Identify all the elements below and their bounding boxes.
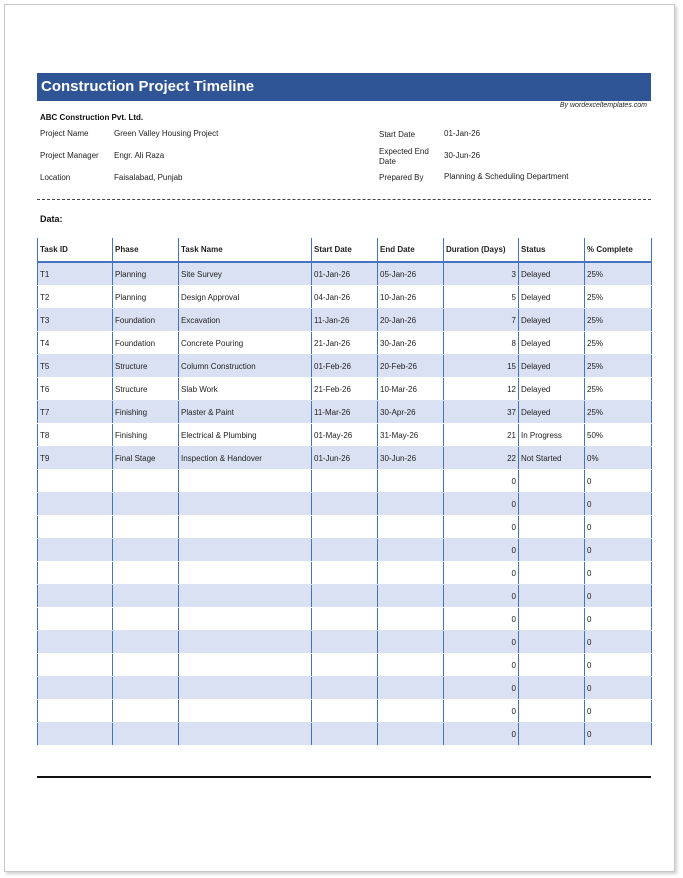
table-row <box>38 424 652 447</box>
cell-end-date[interactable]: 30-Jun-26 <box>378 447 444 470</box>
footer-rule <box>37 776 651 778</box>
cell-task-id[interactable]: T6 <box>38 378 113 401</box>
cell-task-id[interactable]: T5 <box>38 355 113 378</box>
cell-end-date[interactable] <box>378 677 444 700</box>
cell-start-date[interactable]: 01-Feb-26 <box>312 355 378 378</box>
expected-end-date-value: 30-Jun-26 <box>444 151 481 160</box>
expected-end-date-label: Expected End Date <box>379 147 429 166</box>
table-row <box>38 677 652 700</box>
cell-end-date[interactable]: 30-Apr-26 <box>378 401 444 424</box>
cell-percent-complete[interactable]: 25% <box>585 378 652 401</box>
cell-end-date[interactable]: 05-Jan-26 <box>378 262 444 286</box>
cell-task-name[interactable]: Plaster & Paint <box>179 401 312 424</box>
cell-phase[interactable] <box>113 493 179 516</box>
table-row <box>38 332 652 355</box>
cell-status[interactable]: Delayed <box>519 286 585 309</box>
cell-task-id[interactable] <box>38 654 113 677</box>
cell-start-date[interactable] <box>312 470 378 493</box>
cell-duration[interactable]: 0 <box>444 516 519 539</box>
cell-task-name[interactable] <box>179 677 312 700</box>
prepared-by-value: Planning & Scheduling Department <box>444 172 569 181</box>
cell-duration[interactable]: 0 <box>444 562 519 585</box>
cell-phase[interactable] <box>113 539 179 562</box>
cell-task-name[interactable]: Electrical & Plumbing <box>179 424 312 447</box>
header-end-date: End Date <box>378 238 444 262</box>
cell-task-name[interactable] <box>179 470 312 493</box>
table-row <box>38 516 652 539</box>
cell-task-name[interactable] <box>179 631 312 654</box>
cell-percent-complete[interactable]: 0% <box>585 447 652 470</box>
cell-phase[interactable] <box>113 631 179 654</box>
cell-task-name[interactable] <box>179 516 312 539</box>
cell-phase[interactable] <box>113 723 179 746</box>
cell-phase[interactable] <box>113 677 179 700</box>
cell-phase[interactable]: Foundation <box>113 309 179 332</box>
cell-duration[interactable]: 0 <box>444 493 519 516</box>
cell-phase[interactable] <box>113 608 179 631</box>
cell-phase[interactable] <box>113 470 179 493</box>
cell-phase[interactable]: Finishing <box>113 424 179 447</box>
table-row <box>38 608 652 631</box>
cell-status[interactable] <box>519 470 585 493</box>
cell-task-name[interactable]: Excavation <box>179 309 312 332</box>
cell-status[interactable]: Delayed <box>519 378 585 401</box>
cell-task-id[interactable]: T2 <box>38 286 113 309</box>
cell-phase[interactable] <box>113 585 179 608</box>
cell-end-date[interactable]: 20-Jan-26 <box>378 309 444 332</box>
cell-task-name[interactable] <box>179 493 312 516</box>
section-divider <box>37 199 651 200</box>
table-row <box>38 700 652 723</box>
cell-status[interactable] <box>519 700 585 723</box>
cell-phase[interactable]: Foundation <box>113 332 179 355</box>
cell-start-date[interactable]: 01-Jun-26 <box>312 447 378 470</box>
cell-duration[interactable]: 0 <box>444 539 519 562</box>
cell-status[interactable]: Delayed <box>519 401 585 424</box>
table-row <box>38 447 652 470</box>
cell-task-id[interactable] <box>38 677 113 700</box>
cell-end-date[interactable] <box>378 585 444 608</box>
table-row <box>38 654 652 677</box>
project-manager-value: Engr. Ali Raza <box>114 151 165 160</box>
cell-percent-complete[interactable]: 0 <box>585 562 652 585</box>
cell-task-name[interactable] <box>179 700 312 723</box>
cell-percent-complete[interactable]: 25% <box>585 355 652 378</box>
cell-percent-complete[interactable]: 0 <box>585 631 652 654</box>
cell-phase[interactable]: Final Stage <box>113 447 179 470</box>
cell-end-date[interactable] <box>378 700 444 723</box>
cell-status[interactable] <box>519 654 585 677</box>
cell-status[interactable] <box>519 723 585 746</box>
cell-task-name[interactable] <box>179 654 312 677</box>
cell-end-date[interactable] <box>378 539 444 562</box>
cell-duration[interactable]: 7 <box>444 309 519 332</box>
cell-end-date[interactable]: 20-Feb-26 <box>378 355 444 378</box>
cell-duration[interactable]: 0 <box>444 700 519 723</box>
cell-task-name[interactable]: Site Survey <box>179 262 312 286</box>
table-row <box>38 539 652 562</box>
cell-task-name[interactable]: Design Approval <box>179 286 312 309</box>
table-row <box>38 355 652 378</box>
cell-phase[interactable]: Structure <box>113 355 179 378</box>
prepared-by-label: Prepared By <box>379 173 424 182</box>
cell-task-id[interactable]: T8 <box>38 424 113 447</box>
cell-status[interactable] <box>519 677 585 700</box>
table-row <box>38 378 652 401</box>
cell-start-date[interactable] <box>312 631 378 654</box>
cell-task-name[interactable]: Slab Work <box>179 378 312 401</box>
table-row <box>38 286 652 309</box>
cell-duration[interactable]: 0 <box>444 677 519 700</box>
table-row <box>38 562 652 585</box>
cell-status[interactable]: Not Started <box>519 447 585 470</box>
cell-percent-complete[interactable]: 25% <box>585 286 652 309</box>
cell-status[interactable]: Delayed <box>519 355 585 378</box>
timeline-table <box>37 238 652 746</box>
cell-duration[interactable]: 12 <box>444 378 519 401</box>
cell-task-id[interactable] <box>38 723 113 746</box>
cell-end-date[interactable] <box>378 470 444 493</box>
cell-task-name[interactable] <box>179 562 312 585</box>
cell-phase[interactable] <box>113 516 179 539</box>
table-row <box>38 493 652 516</box>
cell-percent-complete[interactable]: 0 <box>585 539 652 562</box>
cell-task-name[interactable]: Column Construction <box>179 355 312 378</box>
cell-duration[interactable]: 0 <box>444 585 519 608</box>
start-date-value: 01-Jan-26 <box>444 129 481 138</box>
cell-task-id[interactable] <box>38 493 113 516</box>
cell-percent-complete[interactable]: 25% <box>585 309 652 332</box>
cell-task-id[interactable] <box>38 631 113 654</box>
cell-percent-complete[interactable]: 0 <box>585 585 652 608</box>
cell-phase[interactable]: Planning <box>113 262 179 286</box>
cell-start-date[interactable]: 21-Jan-26 <box>312 332 378 355</box>
cell-task-name[interactable] <box>179 723 312 746</box>
cell-end-date[interactable]: 10-Jan-26 <box>378 286 444 309</box>
cell-phase[interactable]: Planning <box>113 286 179 309</box>
cell-percent-complete[interactable]: 50% <box>585 424 652 447</box>
cell-start-date[interactable]: 04-Jan-26 <box>312 286 378 309</box>
start-date-label: Start Date <box>379 130 416 139</box>
cell-start-date[interactable] <box>312 723 378 746</box>
cell-task-id[interactable]: T7 <box>38 401 113 424</box>
table-header-row <box>38 238 652 262</box>
table-row <box>38 723 652 746</box>
cell-task-id[interactable] <box>38 700 113 723</box>
data-section-label: Data: <box>40 214 63 224</box>
table-row <box>38 585 652 608</box>
cell-start-date[interactable] <box>312 585 378 608</box>
cell-task-id[interactable] <box>38 608 113 631</box>
cell-task-name[interactable] <box>179 608 312 631</box>
cell-status[interactable]: Delayed <box>519 262 585 286</box>
cell-percent-complete[interactable]: 0 <box>585 677 652 700</box>
cell-percent-complete[interactable]: 0 <box>585 723 652 746</box>
cell-percent-complete[interactable]: 0 <box>585 516 652 539</box>
cell-task-id[interactable] <box>38 516 113 539</box>
cell-duration[interactable]: 0 <box>444 654 519 677</box>
cell-duration[interactable]: 37 <box>444 401 519 424</box>
header-percent-complete: % Complete <box>585 238 652 262</box>
template-byline: By wordexceltemplates.com <box>559 102 647 109</box>
cell-status[interactable] <box>519 539 585 562</box>
cell-percent-complete[interactable]: 25% <box>585 332 652 355</box>
cell-task-id[interactable] <box>38 470 113 493</box>
cell-end-date[interactable]: 30-Jan-26 <box>378 332 444 355</box>
cell-percent-complete[interactable]: 0 <box>585 470 652 493</box>
cell-duration[interactable]: 8 <box>444 332 519 355</box>
cell-start-date[interactable]: 01-Jan-26 <box>312 262 378 286</box>
cell-task-name[interactable]: Inspection & Handover <box>179 447 312 470</box>
cell-task-id[interactable] <box>38 585 113 608</box>
header-status: Status <box>519 238 585 262</box>
cell-duration[interactable]: 0 <box>444 608 519 631</box>
table-row <box>38 401 652 424</box>
cell-end-date[interactable] <box>378 608 444 631</box>
header-phase: Phase <box>113 238 179 262</box>
cell-status[interactable]: In Progress <box>519 424 585 447</box>
cell-status[interactable] <box>519 516 585 539</box>
cell-duration[interactable]: 0 <box>444 470 519 493</box>
cell-end-date[interactable] <box>378 723 444 746</box>
cell-status[interactable] <box>519 562 585 585</box>
project-name-value: Green Valley Housing Project <box>114 129 219 138</box>
header-duration: Duration (Days) <box>444 238 519 262</box>
project-manager-label: Project Manager <box>40 151 99 160</box>
cell-phase[interactable] <box>113 654 179 677</box>
cell-duration[interactable]: 0 <box>444 723 519 746</box>
cell-percent-complete[interactable]: 25% <box>585 401 652 424</box>
cell-percent-complete[interactable]: 0 <box>585 608 652 631</box>
cell-phase[interactable]: Finishing <box>113 401 179 424</box>
cell-start-date[interactable] <box>312 493 378 516</box>
table-row <box>38 309 652 332</box>
cell-status[interactable]: Delayed <box>519 309 585 332</box>
cell-task-name[interactable]: Concrete Pouring <box>179 332 312 355</box>
cell-task-id[interactable] <box>38 539 113 562</box>
cell-phase[interactable] <box>113 562 179 585</box>
cell-start-date[interactable]: 11-Mar-26 <box>312 401 378 424</box>
cell-start-date[interactable]: 21-Feb-26 <box>312 378 378 401</box>
cell-end-date[interactable] <box>378 562 444 585</box>
cell-status[interactable] <box>519 631 585 654</box>
cell-start-date[interactable] <box>312 700 378 723</box>
cell-task-id[interactable]: T9 <box>38 447 113 470</box>
table-row <box>38 470 652 493</box>
table-row <box>38 262 652 286</box>
cell-phase[interactable] <box>113 700 179 723</box>
cell-duration[interactable]: 5 <box>444 286 519 309</box>
cell-start-date[interactable] <box>312 562 378 585</box>
cell-end-date[interactable] <box>378 493 444 516</box>
cell-end-date[interactable] <box>378 516 444 539</box>
cell-percent-complete[interactable]: 0 <box>585 493 652 516</box>
project-name-label: Project Name <box>40 129 89 138</box>
cell-task-name[interactable] <box>179 585 312 608</box>
cell-phase[interactable]: Structure <box>113 378 179 401</box>
company-name: ABC Construction Pvt. Ltd. <box>40 113 144 122</box>
cell-duration[interactable]: 21 <box>444 424 519 447</box>
cell-end-date[interactable]: 10-Mar-26 <box>378 378 444 401</box>
cell-percent-complete[interactable]: 0 <box>585 700 652 723</box>
cell-task-id[interactable]: T3 <box>38 309 113 332</box>
cell-percent-complete[interactable]: 25% <box>585 262 652 286</box>
location-value: Faisalabad, Punjab <box>114 173 183 182</box>
cell-task-name[interactable] <box>179 539 312 562</box>
cell-status[interactable] <box>519 585 585 608</box>
cell-status[interactable] <box>519 608 585 631</box>
cell-start-date[interactable] <box>312 608 378 631</box>
location-label: Location <box>40 173 71 182</box>
cell-duration[interactable]: 15 <box>444 355 519 378</box>
cell-start-date[interactable] <box>312 654 378 677</box>
cell-status[interactable]: Delayed <box>519 332 585 355</box>
cell-duration[interactable]: 0 <box>444 631 519 654</box>
cell-start-date[interactable] <box>312 539 378 562</box>
header-task-id: Task ID <box>38 238 113 262</box>
header-start-date: Start Date <box>312 238 378 262</box>
cell-start-date[interactable] <box>312 677 378 700</box>
table-row <box>38 631 652 654</box>
cell-percent-complete[interactable]: 0 <box>585 654 652 677</box>
cell-end-date[interactable] <box>378 654 444 677</box>
cell-status[interactable] <box>519 493 585 516</box>
cell-end-date[interactable] <box>378 631 444 654</box>
cell-duration[interactable]: 22 <box>444 447 519 470</box>
cell-duration[interactable]: 3 <box>444 262 519 286</box>
header-task-name: Task Name <box>179 238 312 262</box>
document-title: Construction Project Timeline <box>37 73 651 101</box>
cell-task-id[interactable] <box>38 562 113 585</box>
cell-task-id[interactable]: T4 <box>38 332 113 355</box>
cell-task-id[interactable]: T1 <box>38 262 113 286</box>
cell-start-date[interactable]: 11-Jan-26 <box>312 309 378 332</box>
cell-start-date[interactable] <box>312 516 378 539</box>
cell-start-date[interactable]: 01-May-26 <box>312 424 378 447</box>
cell-end-date[interactable]: 31-May-26 <box>378 424 444 447</box>
